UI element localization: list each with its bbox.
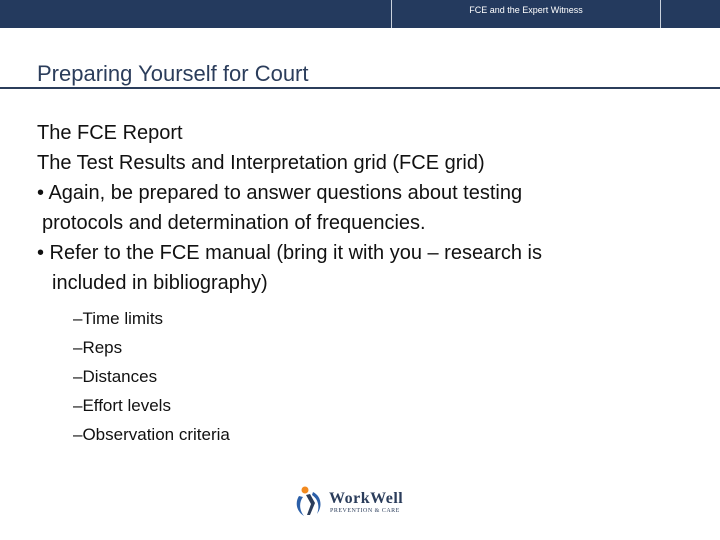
- logo-tagline: PREVENTION & CARE: [330, 508, 400, 514]
- title-rule: [0, 87, 720, 89]
- bullet-continuation: protocols and determination of frequencies.: [42, 212, 426, 234]
- header-title: FCE and the Expert Witness: [469, 5, 583, 15]
- slide-title: Preparing Yourself for Court: [37, 61, 309, 86]
- bullet-continuation: included in bibliography): [52, 272, 268, 294]
- top-bar: [0, 0, 720, 28]
- slide-body: [37, 118, 697, 449]
- body-line: The Test Results and Interpretation grid (FCE grid): [37, 152, 485, 174]
- sub-item: –Reps: [73, 338, 123, 357]
- sub-item: –Time limits: [73, 309, 164, 328]
- workwell-logo: [293, 484, 423, 520]
- sub-item: –Distances: [73, 367, 158, 386]
- body-line: The FCE Report: [37, 122, 183, 144]
- logo-wordmark: WorkWell: [329, 490, 404, 507]
- bullet-item: • Refer to the FCE manual (bring it with you – research is: [37, 242, 542, 264]
- top-bar-divider-right: [660, 0, 661, 28]
- bullet-item: • Again, be prepared to answer questions about testing: [37, 182, 523, 204]
- workwell-figure-icon: [293, 484, 327, 520]
- sub-item: –Effort levels: [73, 396, 171, 415]
- sub-item: –Observation criteria: [73, 425, 230, 444]
